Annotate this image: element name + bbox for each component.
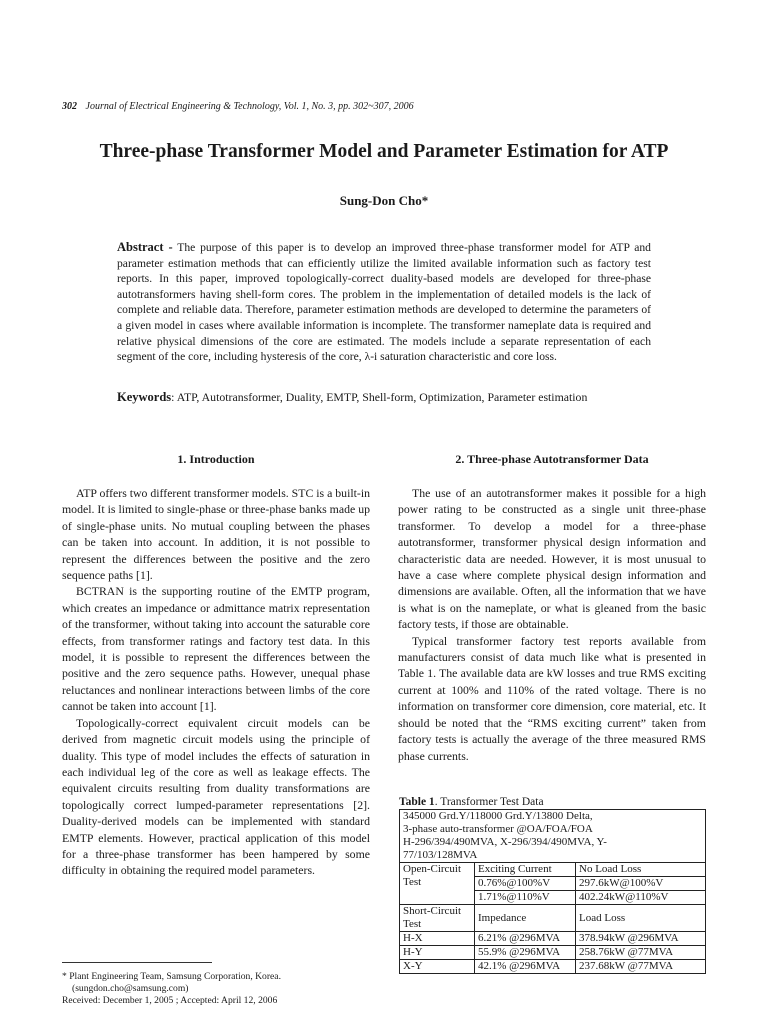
table-header-cell: Load Loss <box>576 905 706 932</box>
section-1-heading: 1. Introduction <box>177 452 255 466</box>
table-cell: H-X <box>400 932 475 946</box>
table-cell: H-Y <box>400 946 475 960</box>
table-cell: 55.9% @296MVA <box>475 946 576 960</box>
table-desc-line: H-296/394/490MVA, X-296/394/490MVA, Y- <box>403 836 607 848</box>
table-title: . Transformer Test Data <box>434 796 544 808</box>
table-desc-line: 345000 Grd.Y/118000 Grd.Y/13800 Delta, <box>403 810 593 822</box>
section-2-heading: 2. Three-phase Autotransformer Data <box>455 452 649 466</box>
table-row <box>400 863 706 877</box>
section-1-body <box>62 485 370 879</box>
table-header-cell: No Load Loss <box>576 863 706 877</box>
paragraph: ATP offers two different transformer models. STC is a built-in model. It is limited to single-phase or three-phase banks made up of single-phase units. No mutual coupling between the phases can be taken into account. In addition, it is not possible to represent the differences between the positive and the zero sequence paths [1]. <box>62 486 370 583</box>
footnote-divider <box>62 962 212 963</box>
table-cell: X-Y <box>400 960 475 974</box>
table-desc-line: 3-phase auto-transformer @OA/FOA/FOA <box>403 823 593 835</box>
table-cell: 402.24kW@110%V <box>576 891 706 905</box>
paragraph: Typical transformer factory test reports available from manufacturers consist of data much like what is presented in Table 1. The available data are kW losses and true RMS exciting current at 100% and 110% of the rated voltage. There is no information on transformer core dimension, core material, etc. It should be noted that the “RMS exciting current” taken from factory tests is actually the average of the three measured RMS phase currents. <box>398 633 706 763</box>
transformer-test-data-table <box>399 809 706 974</box>
table-cell: 6.21% @296MVA <box>475 932 576 946</box>
table-cell: 42.1% @296MVA <box>475 960 576 974</box>
table-cell: 297.6kW@100%V <box>576 877 706 891</box>
abstract <box>117 240 651 365</box>
table-row <box>400 960 706 974</box>
paragraph: BCTRAN is the supporting routine of the EMTP program, which creates an impedance or admittance matrix representation of the transformer, without taking into account the saturable core effects, from transformer ratings and factory test data. In this model, it is possible to represent the differences between the positive and the zero sequence paths. However, unequal phase reluctances and nonlinear interactions between limbs of the core cannot be taken into account [1]. <box>62 584 370 714</box>
table-cell: Short-Circuit Test <box>400 905 475 932</box>
keywords-text: : ATP, Autotransformer, Duality, EMTP, Shell-form, Optimization, Parameter estimation <box>171 390 588 404</box>
paragraph: The use of an autotransformer makes it possible for a high power rating to be constructed as a single unit three-phase transformer. To develop a model for a three-phase autotransformer, transformer physical design information and characteristic data are needed. However, it is most unusual to have a case where complete physical design information and dimensions are available. Often, all the information that we have is what is on the nameplate, or what is gleaned from the basic factory tests, if those are obtainable. <box>398 486 706 632</box>
table-row <box>400 810 706 863</box>
footnote <box>62 971 372 1007</box>
table-cell: 378.94kW @296MVA <box>576 932 706 946</box>
table-cell: Open-Circuit Test <box>400 863 475 905</box>
section-2-body <box>398 485 706 764</box>
journal-citation: Journal of Electrical Engineering & Technology, Vol. 1, No. 3, pp. 302~307, 2006 <box>85 101 414 112</box>
table-cell: 1.71%@110%V <box>475 891 576 905</box>
running-header <box>62 101 414 112</box>
table-cell: 237.68kW @77MVA <box>576 960 706 974</box>
footnote-email: (sungdon.cho@samsung.com) <box>72 983 189 994</box>
table-row <box>400 905 706 932</box>
table-cell <box>400 810 706 863</box>
table-header-cell: Impedance <box>475 905 576 932</box>
keywords <box>117 390 657 405</box>
paragraph: Topologically-correct equivalent circuit models can be derived from magnetic circuit models using the principle of duality. This type of model includes the effects of saturation in each individual leg of the core as well as leakage effects. The equivalent circuits resulting from duality transformations are topologically correct lumped-parameter representations [2]. Duality-derived models can be implemented with standard EMTP elements. However, practical application of this model for a three-phase transformer has been hampered by some difficulty in obtaining the required model parameters. <box>62 715 370 878</box>
author: Sung-Don Cho* <box>339 193 429 208</box>
table-row <box>400 932 706 946</box>
paper-title: Three-phase Transformer Model and Parameter Estimation for ATP <box>99 141 669 162</box>
table-number: Table 1 <box>399 796 435 808</box>
table-desc-line: 77/103/128MVA <box>403 849 478 861</box>
abstract-text: The purpose of this paper is to develop an improved three-phase transformer model for ATP and parameter estimation methods that can efficiently utilize the limited available information such as factory test reports. In this paper, improved topologically-correct duality-based models are developed for three-phase autotransformers having shell-form cores. The problem in the implementation of detailed models is the lack of complete and reliable data. Therefore, parameter estimation methods are developed to determine the parameters of a given model in cases where available information is incomplete. The transformer nameplate data is required and relative physical dimensions of the core are estimated. The models include a separate representation of each segment of the core, including hysteresis of the core, λ-i saturation characteristic and core loss. <box>117 241 651 364</box>
footnote-affiliation: * Plant Engineering Team, Samsung Corporation, Korea. <box>62 971 281 982</box>
table-caption <box>399 796 544 808</box>
table-row <box>400 946 706 960</box>
page-number: 302 <box>62 101 77 112</box>
table-cell: 258.76kW @77MVA <box>576 946 706 960</box>
footnote-dates: Received: December 1, 2005 ; Accepted: April 12, 2006 <box>62 995 278 1006</box>
table-header-cell: Exciting Current <box>475 863 576 877</box>
abstract-label: Abstract - <box>117 240 173 254</box>
table-cell: 0.76%@100%V <box>475 877 576 891</box>
keywords-label: Keywords <box>117 390 172 404</box>
